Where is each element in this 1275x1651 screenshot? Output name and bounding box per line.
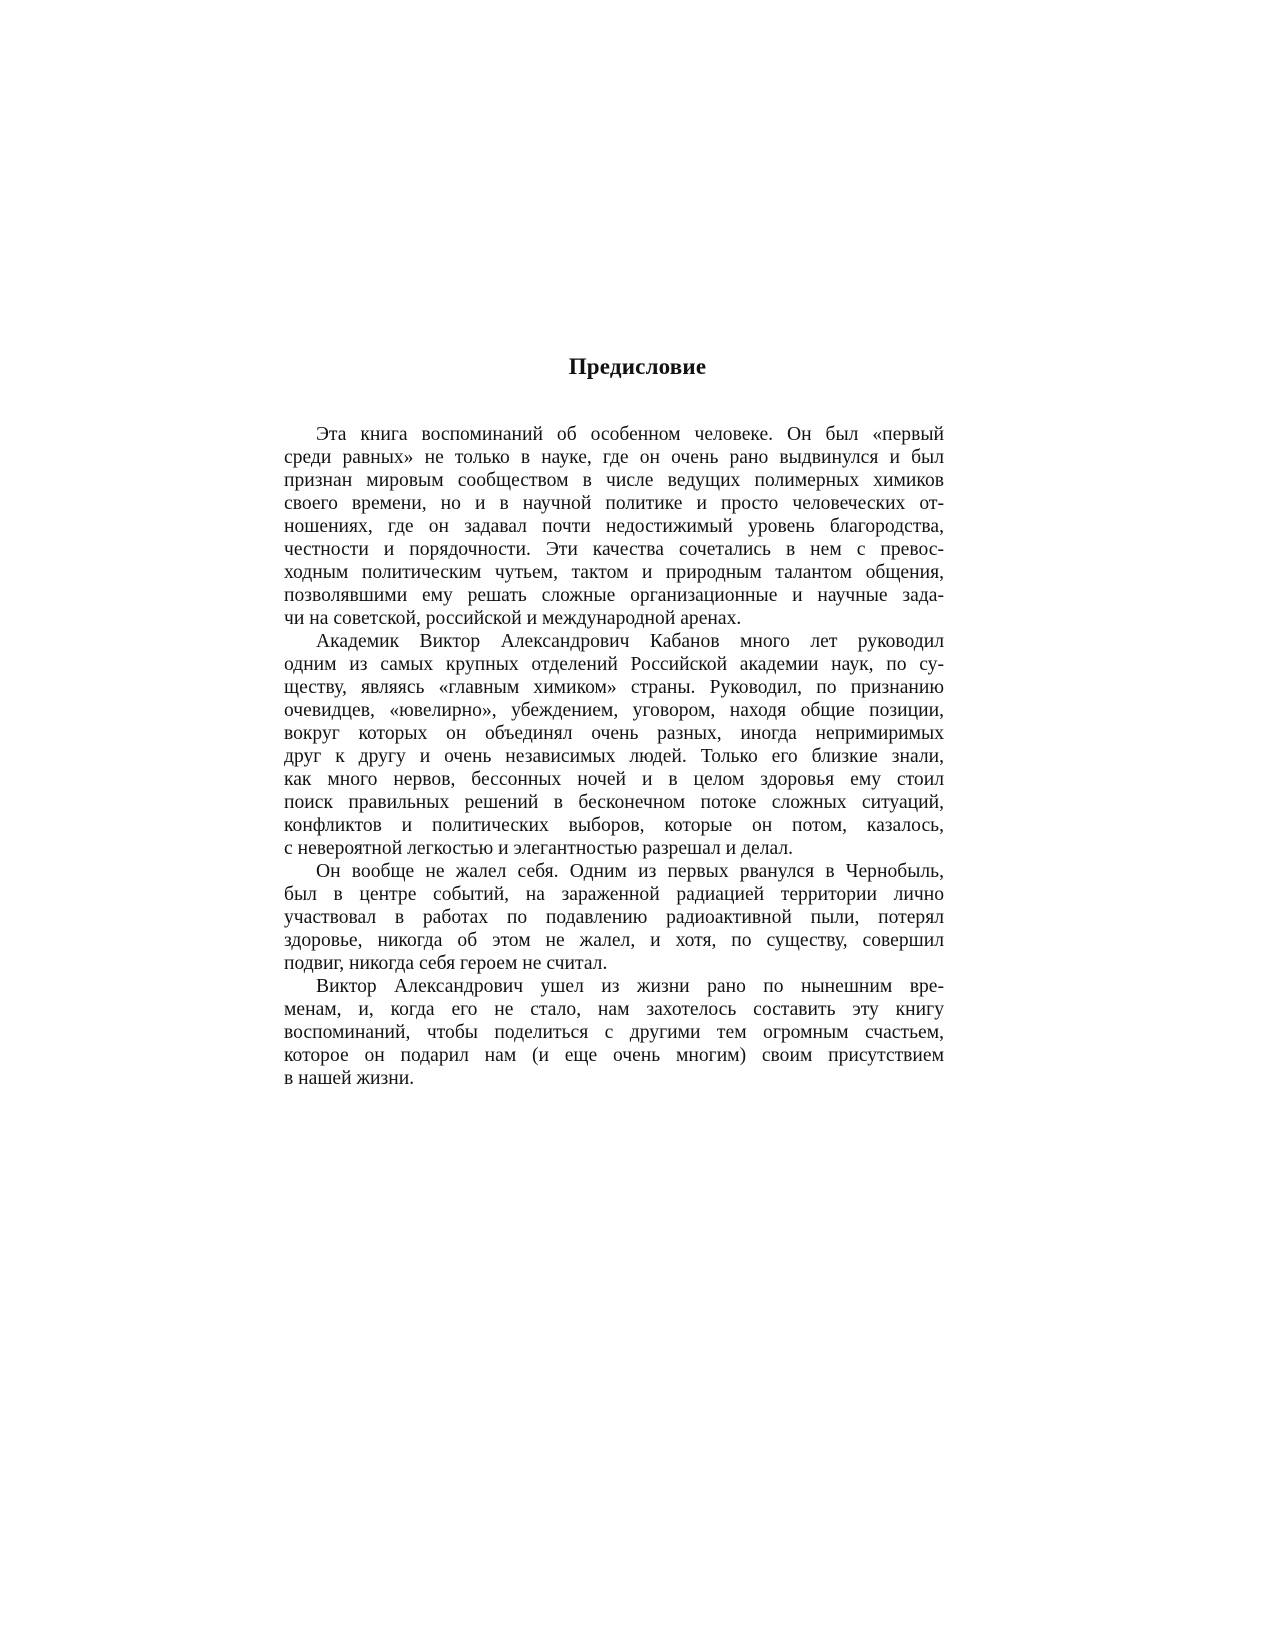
text-line: конфликтов и политических выборов, которые он потом, казалось, bbox=[284, 815, 944, 836]
body-text bbox=[284, 423, 944, 1090]
text-line: одним из самых крупных отделений Российской академии наук, по су- bbox=[284, 654, 944, 675]
text-line: участвовал в работах по подавлению радиоактивной пыли, потерял bbox=[284, 907, 944, 928]
text-line: своего времени, но и в научной политике и просто человеческих от- bbox=[284, 493, 944, 514]
text-line: очевидцев, «ювелирно», убеждением, уговором, находя общие позиции, bbox=[284, 700, 944, 721]
text-line: менам, и, когда его не стало, нам захотелось составить эту книгу bbox=[284, 999, 944, 1020]
text-line: друг к другу и очень независимых людей. Только его близкие знали, bbox=[284, 746, 944, 767]
text-line: Виктор Александрович ушел из жизни рано по нынешним вре- bbox=[316, 976, 944, 997]
text-line: чи на советской, российской и международной аренах. bbox=[284, 608, 742, 629]
text-line: честности и порядочности. Эти качества сочетались в нем с превос- bbox=[284, 539, 944, 560]
text-line: воспоминаний, чтобы поделиться с другими тем огромным счастьем, bbox=[284, 1022, 944, 1043]
text-line: поиск правильных решений в бесконечном потоке сложных ситуаций, bbox=[284, 792, 944, 813]
text-line: признан мировым сообществом в числе ведущих полимерных химиков bbox=[284, 470, 944, 491]
text-line: с невероятной легкостью и элегантностью разрешал и делал. bbox=[284, 838, 794, 859]
text-line: Эта книга воспоминаний об особенном человеке. Он был «первый bbox=[316, 424, 944, 445]
text-line: среди равных» не только в науке, где он очень рано выдвинулся и был bbox=[284, 447, 944, 468]
text-line: как много нервов, бессонных ночей и в целом здоровья ему стоил bbox=[284, 769, 944, 790]
text-line: ходным политическим чутьем, тактом и природным талантом общения, bbox=[284, 562, 944, 583]
text-line: здоровье, никогда об этом не жалел, и хотя, по существу, совершил bbox=[284, 930, 944, 951]
text-line: позволявшими ему решать сложные организационные и научные зада- bbox=[284, 585, 944, 606]
text-line: подвиг, никогда себя героем не считал. bbox=[284, 953, 608, 974]
text-line: в нашей жизни. bbox=[284, 1068, 415, 1089]
text-line: ношениях, где он задавал почти недостижимый уровень благородства, bbox=[284, 516, 944, 537]
text-line: которое он подарил нам (и еще очень многим) своим присутствием bbox=[284, 1045, 944, 1066]
text-line: ществу, являясь «главным химиком» страны. Руководил, по признанию bbox=[284, 677, 944, 698]
text-line: Он вообще не жалел себя. Одним из первых рванулся в Чернобыль, bbox=[316, 861, 944, 882]
page-title: Предисловие bbox=[568, 354, 707, 379]
text-line: был в центре событий, на зараженной радиацией территории лично bbox=[284, 884, 944, 905]
text-line: Академик Виктор Александрович Кабанов много лет руководил bbox=[316, 631, 944, 652]
text-line: вокруг которых он объединял очень разных, иногда непримиримых bbox=[284, 723, 944, 744]
